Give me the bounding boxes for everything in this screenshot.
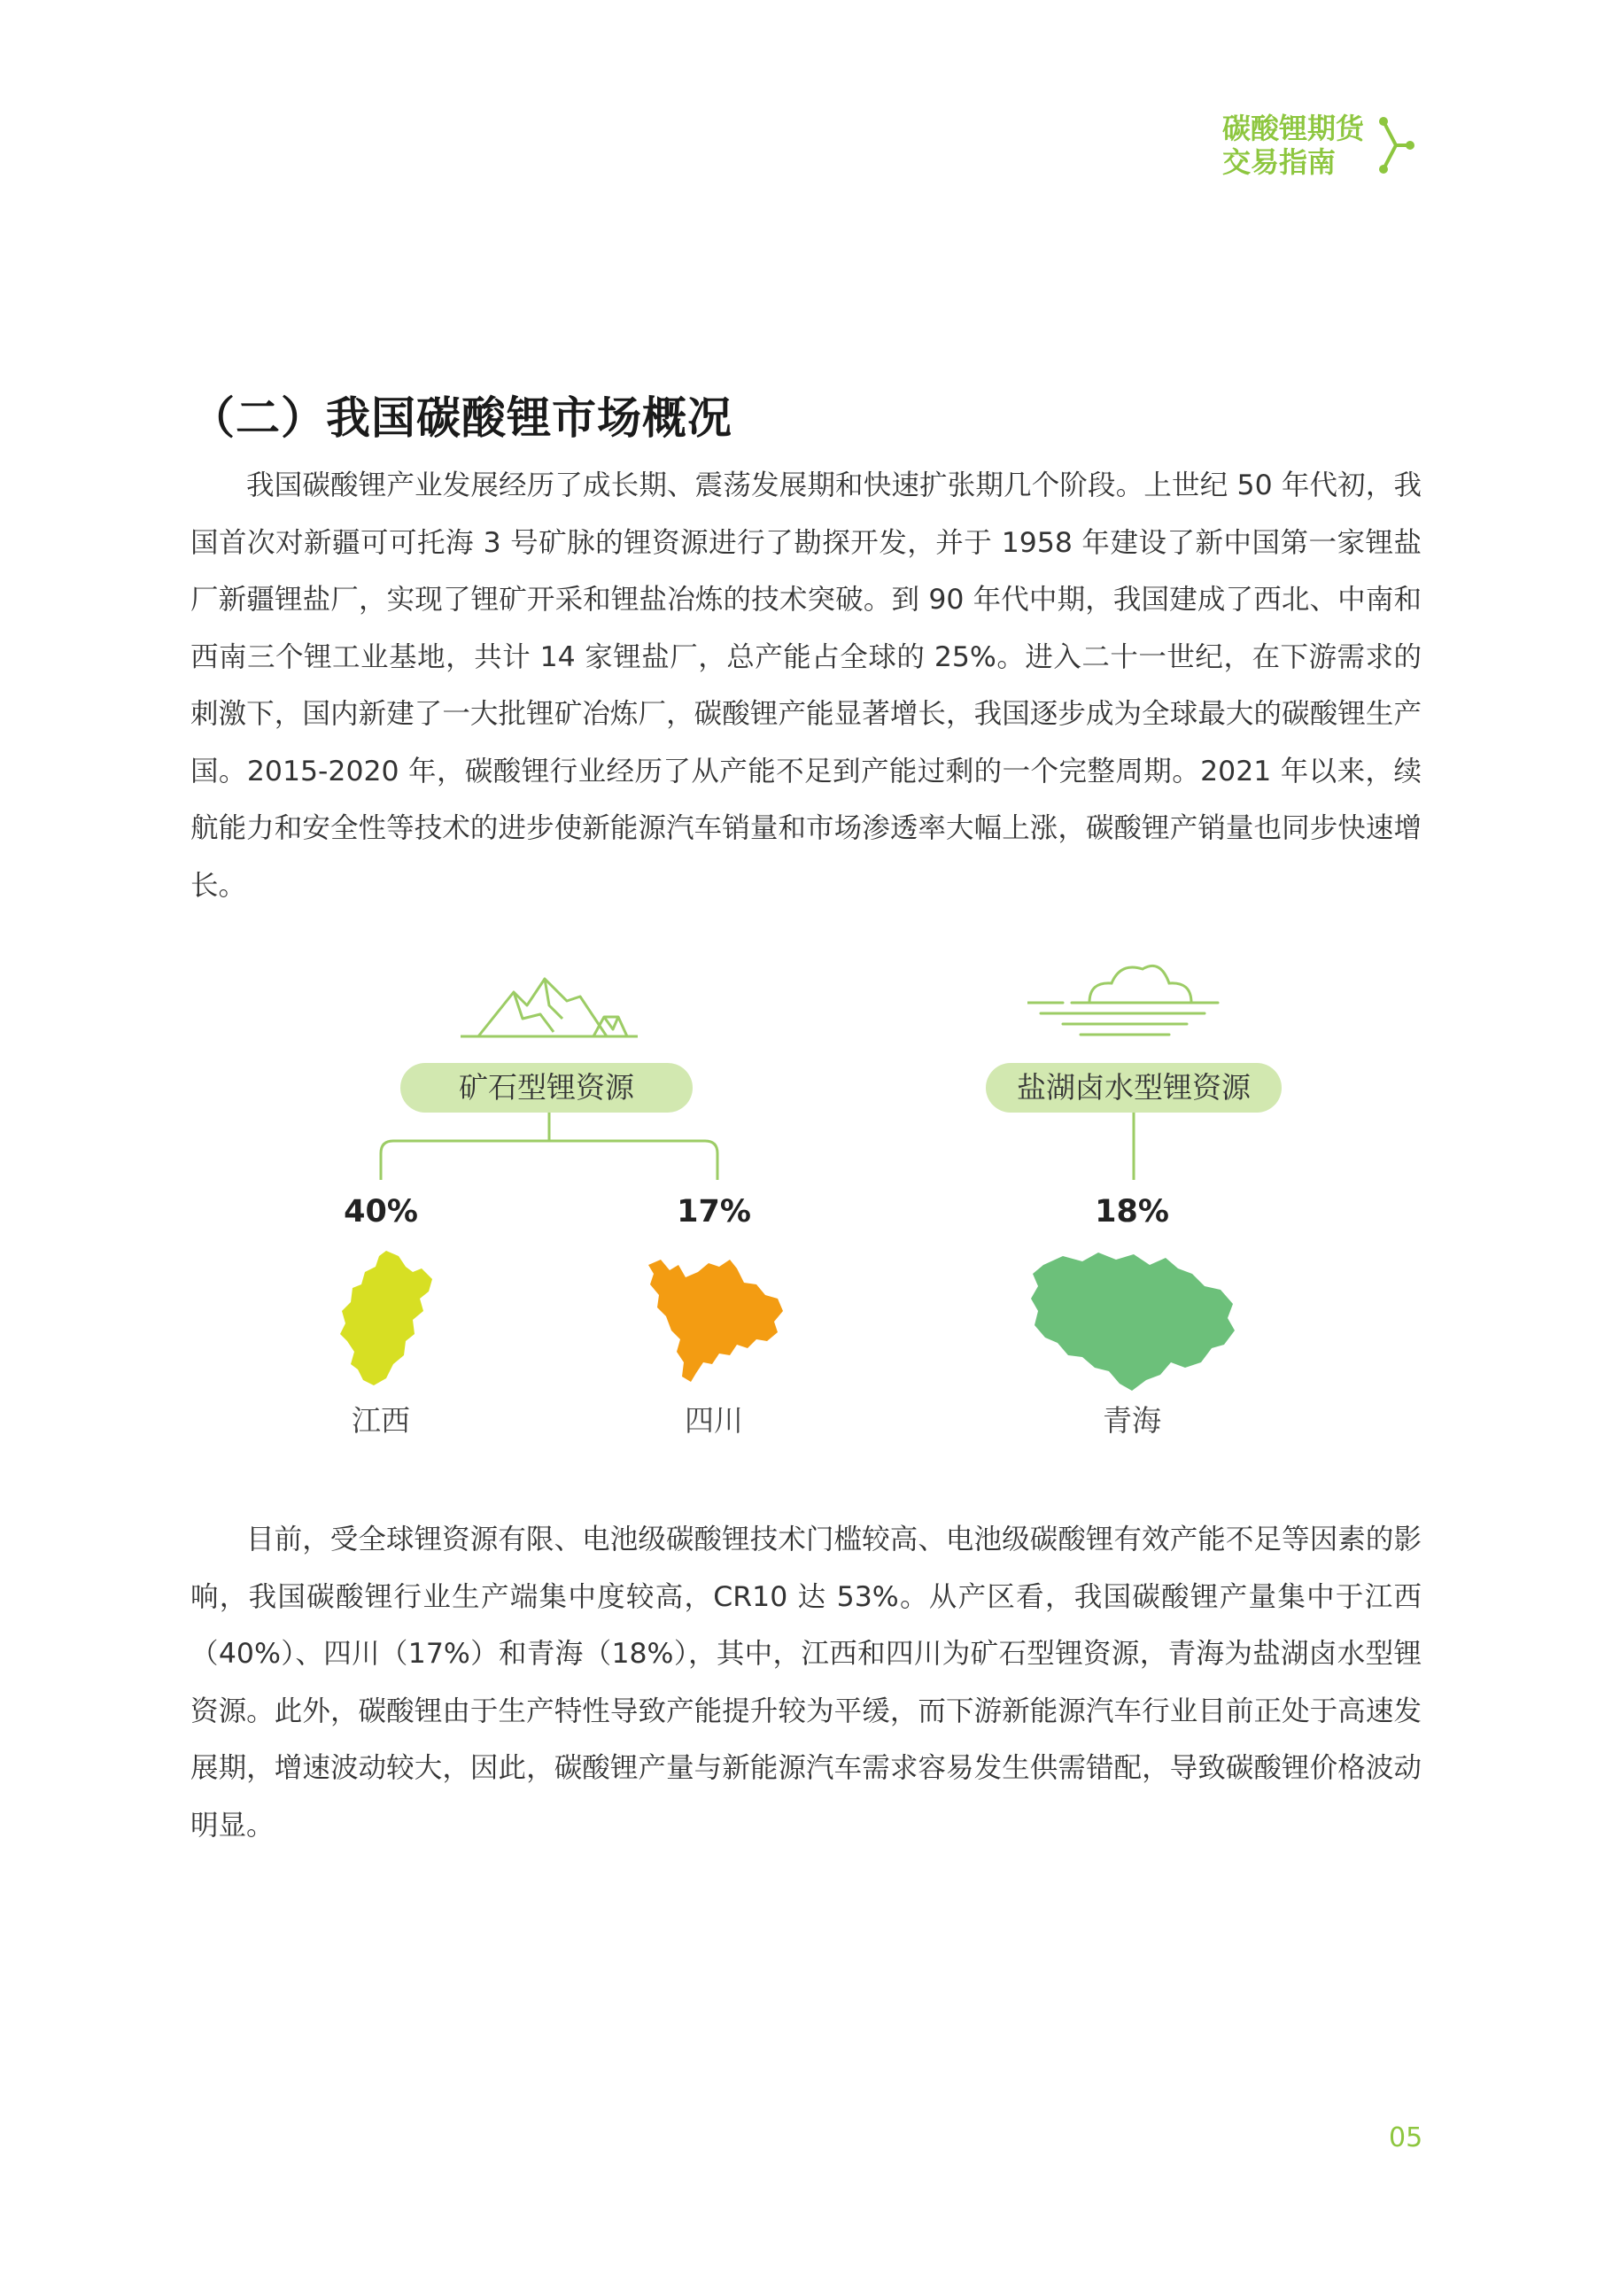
sichuan-label: 四川 bbox=[685, 1403, 743, 1438]
jiangxi-percent: 40% bbox=[344, 1194, 418, 1229]
page-number: 05 bbox=[1389, 2122, 1423, 2153]
cloud-lake-icon bbox=[1027, 957, 1222, 1045]
molecule-icon bbox=[1376, 114, 1415, 176]
qinghai-map-icon bbox=[1027, 1249, 1240, 1400]
qinghai-label: 青海 bbox=[1103, 1403, 1161, 1438]
lithium-resource-diagram bbox=[0, 939, 1612, 1470]
jiangxi-map-icon bbox=[324, 1249, 439, 1391]
sichuan-percent: 17% bbox=[677, 1194, 751, 1229]
jiangxi-label: 江西 bbox=[352, 1403, 410, 1438]
logo-text bbox=[1222, 112, 1364, 179]
section-title: （二）我国碳酸锂市场概况 bbox=[190, 392, 732, 444]
header-logo bbox=[1222, 112, 1415, 179]
ore-connector bbox=[372, 1113, 726, 1183]
brine-resource-label: 盐湖卤水型锂资源 bbox=[986, 1063, 1282, 1113]
brine-connector bbox=[1125, 1113, 1143, 1183]
logo-line-2: 交易指南 bbox=[1221, 145, 1336, 179]
intro-paragraph: 我国碳酸锂产业发展经历了成长期、震荡发展期和快速扩张期几个阶段。上世纪 50 年代初，我国首次对新疆可可托海 3 号矿脉的锂资源进行了勘探开发，并于 1958 年建设了新中国第一家锂盐厂新疆锂盐厂，实现了锂矿开采和锂盐冶炼的技术突破。到 90 年代中期，我国建成了西北、中南和西南三个锂工业基地，共计 14 家锂盐厂，总产能占全球的 25%。进入二十一世纪，在下游需求的刺激下，国内新建了一大批锂矿冶炼厂，碳酸锂产能显著增长，我国逐步成为全球最大的碳酸锂生产国。2015-2020 年，碳酸锂行业经历了从产能不足到产能过剩的一个完整周期。2021 年以来，续航能力和安全性等技术的进步使新能源汽车销量和市场渗透率大幅上涨，碳酸锂产销量也同步快速增长。 bbox=[190, 469, 1422, 902]
logo-line-1: 碳酸锂期货 bbox=[1221, 112, 1364, 145]
mountain-icon bbox=[461, 966, 638, 1045]
sichuan-map-icon bbox=[645, 1256, 787, 1389]
qinghai-percent: 18% bbox=[1095, 1194, 1169, 1229]
market-paragraph: 目前，受全球锂资源有限、电池级碳酸锂技术门槛较高、电池级碳酸锂有效产能不足等因素的影响，我国碳酸锂行业生产端集中度较高，CR10 达 53%。从产区看，我国碳酸锂产量集中于江西（40%）、四川（17%）和青海（18%），其中，江西和四川为矿石型锂资源，青海为盐湖卤水型锂资源。此外，碳酸锂由于生产特性导致产能提升较为平缓，而下游新能源汽车行业目前正处于高速发展期，增速波动较大，因此，碳酸锂产量与新能源汽车需求容易发生供需错配，导致碳酸锂价格波动明显。 bbox=[190, 1524, 1422, 1842]
ore-resource-label: 矿石型锂资源 bbox=[400, 1063, 693, 1113]
